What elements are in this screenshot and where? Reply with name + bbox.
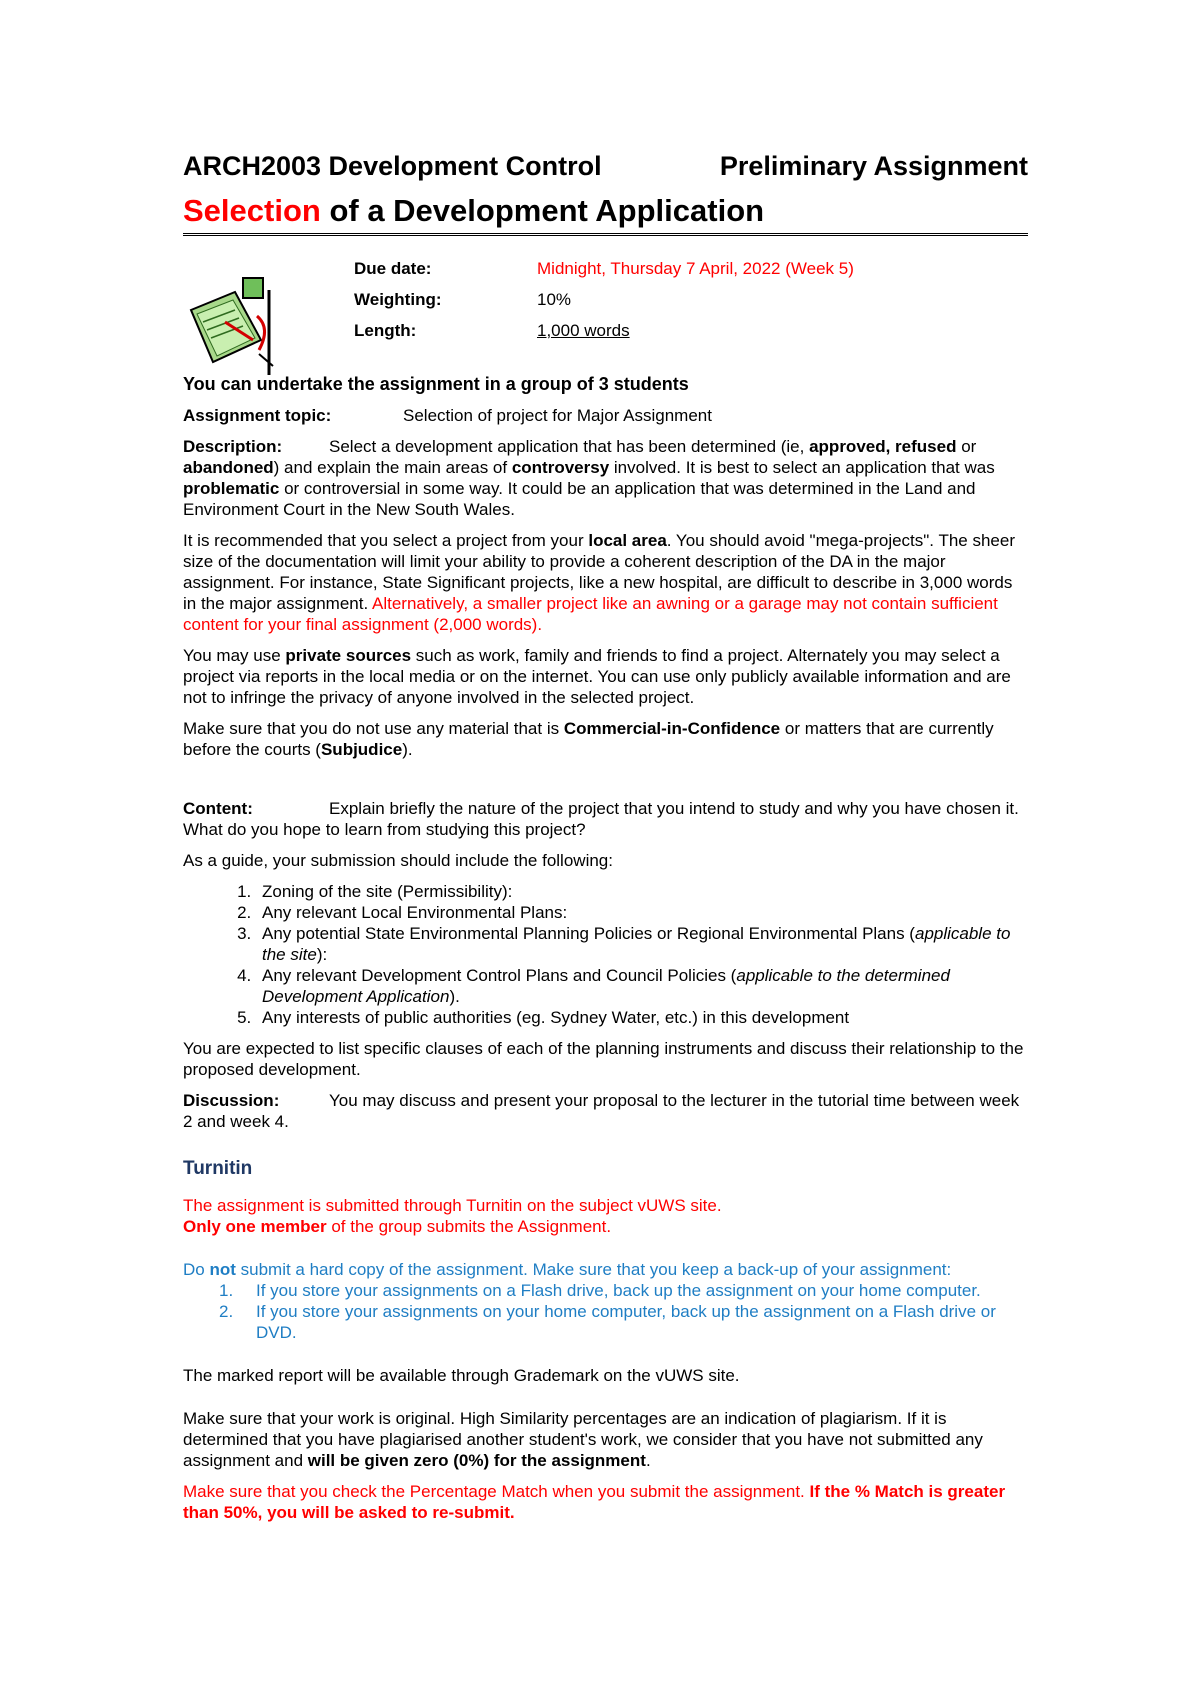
text-run: Any potential State Environmental Planning Policies or Regional Environmental Plans ( — [262, 924, 915, 943]
due-date-label: Due date: — [354, 259, 432, 278]
text-bold: private sources — [285, 646, 412, 665]
assignment-type: Preliminary Assignment — [719, 151, 1028, 181]
text-run: submit a hard copy of the assignment. Make sure that you keep a back-up of your assignment: — [235, 1260, 952, 1279]
submission-paragraph — [183, 1195, 1028, 1237]
content-label: Content: — [183, 799, 253, 818]
text-bold: If the % Match is greater than 50%, you will be asked to re-submit. — [183, 1482, 1006, 1522]
document-title — [183, 192, 1028, 236]
text-red: Alternatively, a smaller project like an awning or a garage may not contain sufficient content for your final assignment (2,000 words). — [183, 594, 998, 634]
content-list-item — [256, 923, 1028, 965]
text-bold: not — [209, 1260, 236, 1279]
hard-copy-paragraph — [183, 1259, 1028, 1280]
topic-value: Selection of project for Major Assignment — [403, 406, 712, 425]
writing-clipart-icon — [183, 270, 278, 375]
text-run: ). — [402, 740, 413, 759]
text-run: Any relevant Development Control Plans and Council Policies ( — [262, 966, 737, 985]
length-row — [354, 320, 630, 341]
length-value: 1,000 words — [537, 321, 630, 340]
content-list-item — [256, 881, 1028, 902]
text-run: It is recommended that you select a project from your — [183, 531, 589, 550]
backup-list-item — [183, 1301, 1028, 1343]
backup-list-item — [183, 1280, 1028, 1301]
text-run: Select a development application that has been determined (ie, — [329, 437, 810, 456]
content-paragraph — [183, 798, 1028, 840]
text-run: Zoning of the site (Permissibility): — [262, 882, 513, 901]
content-text: Explain briefly the nature of the project that you intend to study and why you have chosen it. What do you hope to learn from studying this project? — [183, 799, 1019, 839]
text-italic: applicable to the site — [262, 924, 1011, 964]
percentage-match-paragraph — [183, 1481, 1028, 1523]
list-number: 1. — [219, 1281, 234, 1300]
turnitin-heading: Turnitin — [183, 1158, 253, 1179]
discussion-text: You may discuss and present your proposal to the lecturer in the tutorial time between week 2 and week 4. — [183, 1091, 1020, 1131]
weighting-value: 10% — [537, 290, 572, 309]
description-paragraph-2 — [183, 530, 1028, 635]
text-bold: approved, refused — [809, 437, 957, 456]
weighting-row — [354, 289, 571, 310]
document-page — [183, 150, 1028, 1533]
text-run: . — [645, 1451, 651, 1470]
expect-paragraph: You are expected to list specific clauses of each of the planning instruments and discuss their relationship to the proposed development. — [183, 1039, 1024, 1079]
description-paragraph-3 — [183, 645, 1028, 708]
grademark-paragraph: The marked report will be available through Grademark on the vUWS site. — [183, 1366, 740, 1385]
content-list-item — [256, 965, 1028, 1007]
length-label: Length: — [354, 321, 417, 340]
text-bold: abandoned — [183, 458, 274, 477]
text-run: or matters that are currently before the courts ( — [183, 719, 994, 759]
text-bold: will be given zero (0%) for the assignment — [307, 1451, 646, 1470]
text-bold: Commercial-in-Confidence — [563, 719, 781, 738]
text-run: Any interests of public authorities (eg. Sydney Water, etc.) in this development — [262, 1008, 850, 1027]
text-run: Make sure that you check the Percentage Match when you submit the assignment. — [183, 1482, 810, 1501]
content-list — [183, 881, 1028, 1028]
weighting-label: Weighting: — [354, 290, 442, 309]
text-run: ) and explain the main areas of — [273, 458, 512, 477]
text-run: or — [956, 437, 977, 456]
text-run: or controversial in some way. It could be an application that was determined in the Land and Environment Court in the New South Wales. — [183, 479, 976, 519]
discussion-paragraph — [183, 1090, 1028, 1132]
backup-list — [183, 1280, 1028, 1343]
content-list-item — [256, 902, 1028, 923]
text-bold: problematic — [183, 479, 280, 498]
list-number: 2. — [219, 1302, 234, 1321]
text-run: You may use — [183, 646, 286, 665]
text-run: The assignment is submitted through Turnitin on the subject vUWS site. — [183, 1196, 722, 1215]
group-note: You can undertake the assignment in a group of 3 students — [183, 374, 689, 394]
text-bold: controversy — [511, 458, 610, 477]
list-text: If you store your assignments on a Flash drive, back up the assignment on your home computer. — [256, 1281, 981, 1300]
originality-paragraph — [183, 1408, 1028, 1471]
text-run: ). — [449, 987, 460, 1006]
description-label: Description: — [183, 437, 283, 456]
text-bold: local area — [588, 531, 667, 550]
due-date-row — [354, 258, 854, 279]
topic-label: Assignment topic: — [183, 406, 332, 425]
title-highlight: Selection — [183, 193, 321, 228]
discussion-label: Discussion: — [183, 1091, 280, 1110]
course-title: ARCH2003 Development Control — [183, 151, 602, 181]
text-run: involved. It is best to select an application that was — [609, 458, 995, 477]
description-paragraph-4 — [183, 718, 1028, 760]
guide-paragraph: As a guide, your submission should include the following: — [183, 851, 613, 870]
text-italic: applicable to the determined Development Application — [262, 966, 950, 1006]
text-bold: Subjudice — [320, 740, 403, 759]
title-rest: of a Development Application — [320, 193, 765, 228]
header-row — [183, 150, 1028, 182]
text-run: . You should avoid "mega-projects". The sheer size of the documentation will limit your ability to provide a coherent description of the DA in the major assignment. For instance, State Significant projects, like a new hospital, are difficult to describe in 3,000 words in the major assignment. — [183, 531, 1015, 613]
list-text: If you store your assignments on your home computer, back up the assignment on a Flash drive or DVD. — [256, 1302, 996, 1342]
text-run: Make sure that you do not use any material that is — [183, 719, 564, 738]
text-bold: Only one member — [183, 1217, 327, 1236]
assignment-meta — [183, 248, 1028, 366]
text-run: Make sure that your work is original. High Similarity percentages are an indication of plagiarism. If it is determined that you have plagiarised another student's work, we consider that you have not submitted any assignment and — [183, 1409, 983, 1470]
text-run: such as work, family and friends to find a project. Alternately you may select a project via reports in the local media or on the internet. You can use only publicly available information and are not to infringe the privacy of anyone involved in the selected project. — [183, 646, 1011, 707]
topic-paragraph — [183, 405, 1028, 426]
content-list-item — [256, 1007, 1028, 1028]
text-run: of the group submits the Assignment. — [326, 1217, 612, 1236]
text-run: ): — [316, 945, 328, 964]
text-run: Any relevant Local Environmental Plans: — [262, 903, 568, 922]
description-paragraph-1 — [183, 436, 1028, 520]
due-date-value: Midnight, Thursday 7 April, 2022 (Week 5) — [537, 259, 854, 278]
text-run: Do — [183, 1260, 210, 1279]
